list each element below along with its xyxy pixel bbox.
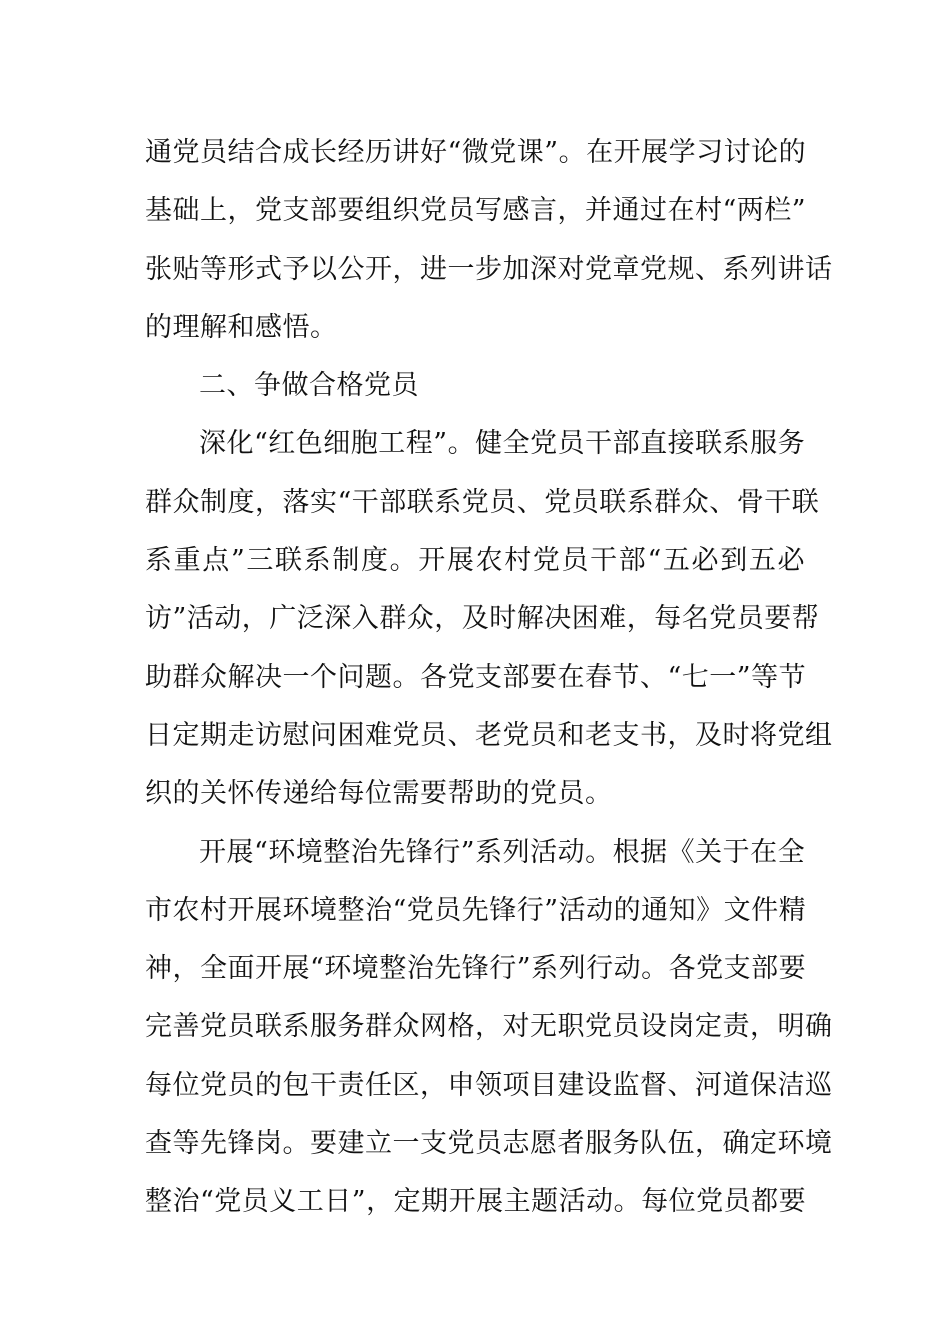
text-line: 神，全面开展“环境整治先锋行”系列行动。各党支部要: [145, 953, 807, 985]
text-line: 每位党员的包干责任区，申领项目建设监督、河道保洁巡: [145, 1069, 833, 1101]
text-line: 整治“党员义工日”，定期开展主题活动。每位党员都要: [145, 1186, 807, 1218]
text-line: 群众制度，落实“干部联系党员、党员联系群众、骨干联: [145, 486, 820, 518]
text-line: 开展“环境整治先锋行”系列活动。根据《关于在全: [199, 836, 806, 868]
text-line: 市农村开展环境整治“党员先锋行”活动的通知》文件精: [145, 894, 807, 926]
text-line: 深化“红色细胞工程”。健全党员干部直接联系服务: [199, 428, 806, 460]
text-line: 通党员结合成长经历讲好“微党课”。在开展学习讨论的: [145, 137, 807, 168]
text-line: 日定期走访慰问困难党员、老党员和老支书，及时将党组: [145, 719, 833, 751]
text-line: 助群众解决一个问题。各党支部要在春节、“七一”等节: [145, 661, 807, 693]
text-line: 的理解和感悟。: [145, 311, 338, 343]
text-line: 完善党员联系服务群众网格，对无职党员设岗定责，明确: [145, 1011, 833, 1043]
text-line: 张贴等形式予以公开，进一步加深对党章党规、系列讲话: [145, 253, 833, 285]
text-line: 系重点”三联系制度。开展农村党员干部“五必到五必: [145, 545, 805, 577]
document-body: [145, 124, 833, 1232]
text-line: 二、争做合格党员: [199, 370, 419, 402]
text-line: 访”活动，广泛深入群众，及时解决困难，每名党员要帮: [145, 603, 820, 635]
text-line: 查等先锋岗。要建立一支党员志愿者服务队伍，确定环境: [145, 1128, 833, 1160]
text-line: 基础上，党支部要组织党员写感言，并通过在村“两栏”: [145, 195, 807, 227]
text-line: 织的关怀传递给每位需要帮助的党员。: [145, 778, 613, 810]
